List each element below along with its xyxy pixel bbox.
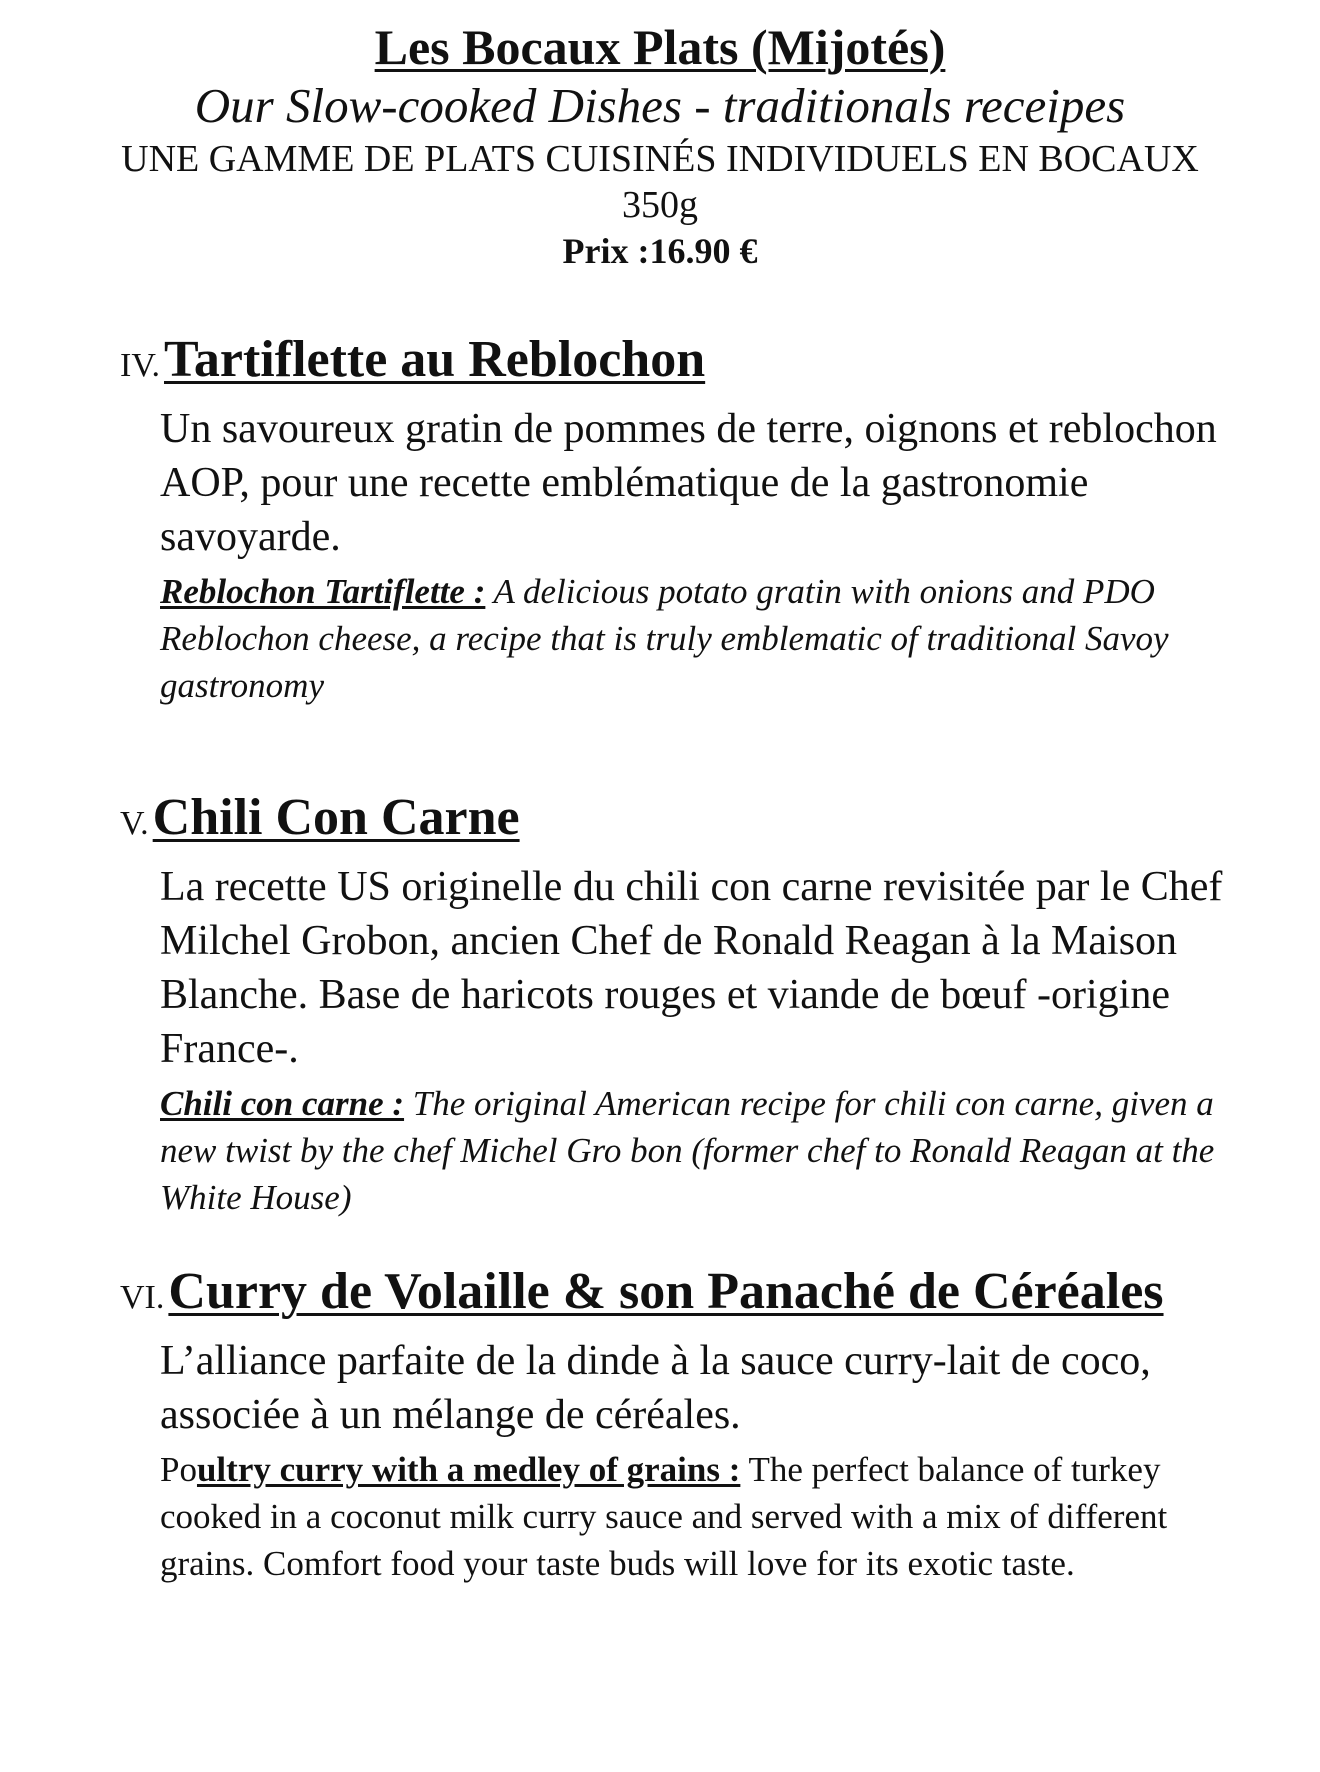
dish-description-fr: Un savoureux gratin de pommes de terre, oignons et reblochon AOP, pour une recette emblématique de la gastronomie savoyarde. bbox=[160, 406, 1217, 560]
dish-chili bbox=[120, 788, 1250, 1221]
dish-numeral: VI. bbox=[120, 1279, 165, 1316]
dish-name: Tartiflette au Reblochon bbox=[164, 331, 706, 388]
dish-numeral: V. bbox=[120, 805, 149, 842]
dish-tartiflette bbox=[120, 330, 1250, 709]
dish-text-en: The perfect balance of turkey cooked in a coconut milk curry sauce and served with a mix of different grains. Comfort food your taste buds will love for its exotic taste. bbox=[160, 1450, 1168, 1583]
jar-weight: 350g bbox=[622, 184, 698, 226]
dish-curry bbox=[120, 1262, 1250, 1587]
page-title: Les Bocaux Plats (Mijotés) bbox=[374, 19, 946, 75]
dish-description-fr: La recette US originelle du chili con carne revisitée par le Chef Milchel Grobon, ancien Chef de Ronald Reagan à la Maison Blanche. Base de haricots rouges et viande de bœuf -origine France-. bbox=[160, 864, 1223, 1072]
dish-name-en-prefix: Po bbox=[160, 1450, 197, 1489]
dish-description-en bbox=[160, 1446, 1250, 1587]
page-subtitle: Our Slow-cooked Dishes - traditionals receipes bbox=[194, 78, 1126, 133]
price: Prix :16.90 € bbox=[562, 231, 758, 271]
dish-heading bbox=[120, 788, 1250, 860]
product-range: UNE GAMME DE PLATS CUISINÉS INDIVIDUELS EN BOCAUX bbox=[121, 138, 1199, 180]
dish-name-en: Reblochon Tartiflette : bbox=[160, 572, 486, 611]
dish-text-en: A delicious potato gratin with onions and PDO Reblochon cheese, a recipe that is truly emblematic of traditional Savoy gastronomy bbox=[160, 572, 1169, 705]
dish-name: Chili Con Carne bbox=[152, 789, 520, 846]
dish-description-fr: L’alliance parfaite de la dinde à la sauce curry-lait de coco, associée à un mélange de céréales. bbox=[160, 1338, 1151, 1438]
dish-description-en bbox=[160, 1080, 1250, 1221]
dish-text-en: The original American recipe for chili con carne, given a new twist by the chef Michel Gro bon (former chef to Ronald Reagan at the White House) bbox=[160, 1084, 1215, 1217]
dish-name-en: Chili con carne : bbox=[160, 1084, 405, 1123]
dish-heading bbox=[120, 330, 1250, 402]
dish-heading bbox=[120, 1262, 1250, 1334]
dish-name-en: ultry curry with a medley of grains : bbox=[196, 1450, 741, 1489]
menu-header bbox=[0, 18, 1320, 274]
dish-name: Curry de Volaille & son Panaché de Céréales bbox=[168, 1263, 1164, 1320]
dish-numeral: IV. bbox=[120, 347, 160, 384]
dish-description-en bbox=[160, 568, 1250, 709]
